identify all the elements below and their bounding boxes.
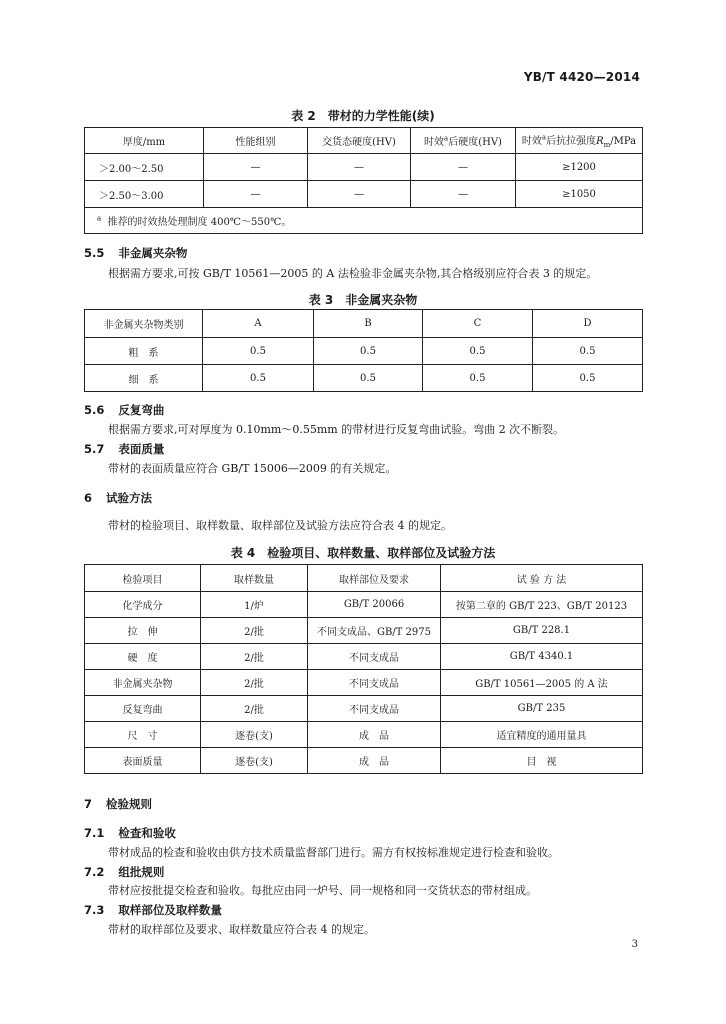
table3-cell: 0.5: [423, 338, 533, 365]
table3-cell: 0.5: [314, 365, 423, 392]
section-heading: 5.5 非金属夹杂物: [84, 246, 188, 260]
table4-header-cell: 取样数量: [201, 565, 308, 592]
table3-cell: 粗 系: [85, 338, 203, 365]
footnote-mark: a: [541, 133, 547, 142]
table2-cell: ＞2.50～3.00: [85, 181, 204, 208]
strength-unit: /MPa: [610, 136, 637, 147]
footnote-mark: a: [97, 214, 102, 223]
table4-cell: 2/批: [201, 618, 308, 644]
table4-cell: GB/T 20066: [308, 592, 441, 618]
hardness-suffix: 后硬度(HV): [448, 137, 502, 148]
table3-header-cell: A: [203, 310, 314, 338]
table2-header-cell: [411, 128, 516, 154]
strength-sub: m: [603, 141, 611, 149]
table2-cell: —: [411, 154, 516, 181]
table2-footnote: [85, 208, 643, 234]
section-heading: 7.1 检查和验收: [84, 826, 176, 840]
table2-cell: —: [411, 181, 516, 208]
table4-cell: 2/批: [201, 644, 308, 670]
strength-suffix: 后抗拉强度: [546, 136, 597, 147]
table4-cell: 逐卷(支): [201, 722, 308, 748]
table4-cell: 化学成分: [85, 592, 201, 618]
section-heading: 5.7 表面质量: [84, 442, 165, 456]
page-number: 3: [631, 939, 638, 950]
table4-cell: GB/T 4340.1: [441, 644, 643, 670]
aging-prefix: 时效: [424, 137, 445, 148]
standard-code: YB/T 4420—2014: [523, 70, 640, 84]
table4-cell: 按第二章的 GB/T 223、GB/T 20123: [441, 592, 643, 618]
table2-cell: ≥1050: [516, 181, 643, 208]
table4-cell: 2/批: [201, 670, 308, 696]
table4-cell: GB/T 10561—2005 的 A 法: [441, 670, 643, 696]
section-heading: 7.2 组批规则: [84, 865, 165, 879]
table4-cell: 目 视: [441, 748, 643, 774]
section-text: 带材的表面质量应符合 GB/T 15006—2009 的有关规定。: [108, 462, 397, 475]
table2-cell: —: [204, 181, 308, 208]
table-row: [85, 154, 643, 181]
table4: [84, 564, 643, 774]
table4-cell: 成 品: [308, 748, 441, 774]
strength-symbol: R: [596, 136, 604, 147]
table4-cell: 不同支成品: [308, 696, 441, 722]
table3-header-row: [85, 310, 643, 338]
table4-cell: 成 品: [308, 722, 441, 748]
table4-cell: 非金属夹杂物: [85, 670, 201, 696]
table-row: [85, 722, 643, 748]
section-text: 根据需方要求,可对厚度为 0.10mm～0.55mm 的带材进行反复弯曲试验。弯曲 2 次不断裂。: [108, 423, 565, 436]
table2-cell: ＞2.00～2.50: [85, 154, 204, 181]
section-heading: 6 试验方法: [84, 491, 153, 505]
table4-cell: 尺 寸: [85, 722, 201, 748]
table2-cell: ≥1200: [516, 154, 643, 181]
table4-cell: 2/批: [201, 696, 308, 722]
table2-header-row: [85, 128, 643, 154]
table-row: [85, 592, 643, 618]
table3-header-cell: D: [533, 310, 643, 338]
table3-header-cell: 非金属夹杂物类别: [85, 310, 203, 338]
table4-cell: 1/炉: [201, 592, 308, 618]
table2-caption: 表 2 带材的力学性能(续): [291, 109, 435, 123]
table3: [84, 309, 643, 392]
table-row: [85, 365, 643, 392]
table3-cell: 0.5: [533, 338, 643, 365]
aging-prefix: 时效: [521, 136, 542, 147]
section-text: 带材应按批提交检查和验收。每批应由同一炉号、同一规格和同一交货状态的带材组成。: [108, 884, 537, 897]
table4-header-cell: 试 验 方 法: [441, 565, 643, 592]
table4-cell: 拉 伸: [85, 618, 201, 644]
table2-header-cell: 厚度/mm: [85, 128, 204, 154]
table4-header-cell: 取样部位及要求: [308, 565, 441, 592]
table4-header-cell: 检验项目: [85, 565, 201, 592]
table-row: [85, 748, 643, 774]
table4-cell: 反复弯曲: [85, 696, 201, 722]
table2-footnote-row: [85, 208, 643, 234]
table4-caption: 表 4 检验项目、取样数量、取样部位及试验方法: [230, 546, 496, 560]
table3-cell: 0.5: [314, 338, 423, 365]
table4-cell: 不同支成品: [308, 670, 441, 696]
table4-cell: GB/T 235: [441, 696, 643, 722]
table2-cell: —: [308, 181, 411, 208]
table4-cell: 逐卷(支): [201, 748, 308, 774]
table2-header-cell: 性能组别: [204, 128, 308, 154]
table4-cell: GB/T 228.1: [441, 618, 643, 644]
table2-header-cell: 交货态硬度(HV): [308, 128, 411, 154]
section-text: 带材的取样部位及要求、取样数量应符合表 4 的规定。: [108, 923, 375, 936]
table4-cell: 表面质量: [85, 748, 201, 774]
footnote-text: 推荐的时效热处理制度 400℃～550℃。: [107, 217, 292, 228]
table3-cell: 细 系: [85, 365, 203, 392]
table4-cell: 适宜精度的通用量具: [441, 722, 643, 748]
table4-cell: 硬 度: [85, 644, 201, 670]
table2-cell: —: [308, 154, 411, 181]
table4-header-row: [85, 565, 643, 592]
section-text: 带材成品的检查和验收由供方技术质量监督部门进行。需方有权按标准规定进行检查和验收。: [108, 846, 559, 859]
table2-header-cell: [516, 128, 643, 154]
table3-cell: 0.5: [423, 365, 533, 392]
table-row: [85, 696, 643, 722]
table-row: [85, 644, 643, 670]
table2: [84, 127, 643, 234]
table3-header-cell: B: [314, 310, 423, 338]
section-text: 带材的检验项目、取样数量、取样部位及试验方法应符合表 4 的规定。: [108, 519, 452, 532]
table4-cell: 不同支成品、GB/T 2975: [308, 618, 441, 644]
section-heading: 7 检验规则: [84, 797, 153, 811]
table-row: [85, 670, 643, 696]
table-row: [85, 618, 643, 644]
table3-header-cell: C: [423, 310, 533, 338]
table3-cell: 0.5: [533, 365, 643, 392]
section-heading: 5.6 反复弯曲: [84, 403, 165, 417]
section-heading: 7.3 取样部位及取样数量: [84, 903, 222, 917]
section-text: 根据需方要求,可按 GB/T 10561—2005 的 A 法检验非金属夹杂物,其合格级别应符合表 3 的规定。: [108, 267, 598, 280]
table-row: [85, 338, 643, 365]
table4-cell: 不同支成品: [308, 644, 441, 670]
table2-cell: —: [204, 154, 308, 181]
table-row: [85, 181, 643, 208]
footnote-mark: a: [444, 134, 449, 143]
table3-cell: 0.5: [203, 365, 314, 392]
table3-cell: 0.5: [203, 338, 314, 365]
table3-caption: 表 3 非金属夹杂物: [308, 293, 418, 307]
